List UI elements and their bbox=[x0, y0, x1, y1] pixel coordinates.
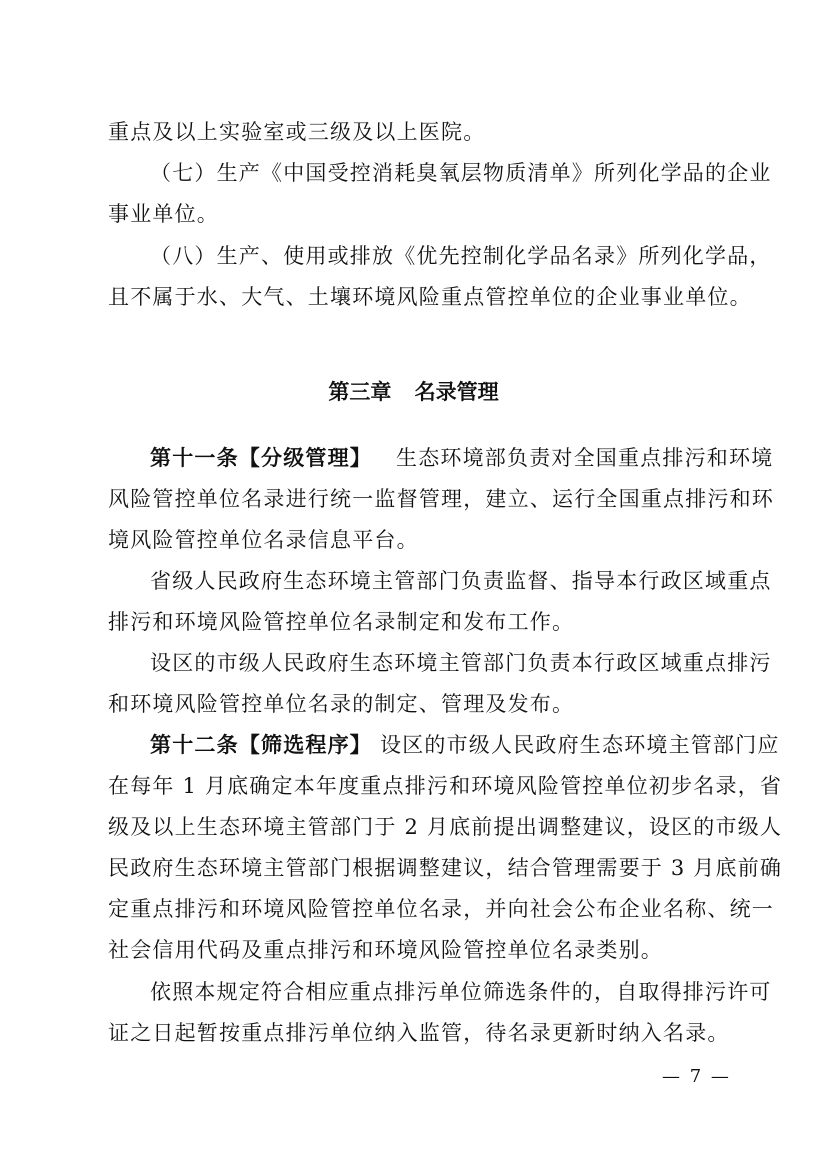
text-line: 省级人民政府生态环境主管部门负责监督、指导本行政区域重点 bbox=[150, 569, 772, 593]
text-line: 事业单位。 bbox=[108, 202, 219, 226]
text-line: 民政府生态环境主管部门根据调整建议，结合管理需要于 3 月底前确 bbox=[108, 856, 783, 880]
text-line: 重点及以上实验室或三级及以上医院。 bbox=[108, 120, 486, 144]
text-line: 风险管控单位名录进行统一监督管理，建立、运行全国重点排污和环 bbox=[108, 487, 774, 511]
text-line: 境风险管控单位名录信息平台。 bbox=[108, 528, 419, 552]
chapter-title: 名录管理 bbox=[414, 380, 499, 404]
text-line: （八）生产、使用或排放《优先控制化学品名录》所列化学品， bbox=[150, 244, 772, 268]
text-line: 依照本规定符合相应重点排污单位筛选条件的，自取得排污许可 bbox=[150, 980, 772, 1004]
text-line: 和环境风险管控单位名录的制定、管理及发布。 bbox=[108, 692, 575, 716]
article-11-text: 生态环境部负责对全国重点排污和环境 bbox=[396, 446, 774, 470]
text-line: 设区的市级人民政府生态环境主管部门负责本行政区域重点排污 bbox=[150, 651, 772, 675]
text-line: 证之日起暂按重点排污单位纳入监管，待名录更新时纳入名录。 bbox=[108, 1021, 730, 1045]
text-line: 级及以上生态环境主管部门于 2 月底前提出调整建议，设区的市级人 bbox=[108, 815, 783, 839]
article-12-text: 设区的市级人民政府生态环境主管部门应 bbox=[380, 733, 780, 757]
chapter-heading bbox=[0, 372, 827, 412]
text-line: 定重点排污和环境风险管控单位名录，并向社会公布企业名称、统一 bbox=[108, 897, 774, 921]
article-12-first-line bbox=[108, 725, 780, 765]
article-12-heading: 第十二条【筛选程序】 bbox=[150, 733, 372, 757]
text-line: 社会信用代码及重点排污和环境风险管控单位名录类别。 bbox=[108, 938, 663, 962]
chapter-number: 第三章 bbox=[328, 380, 392, 404]
text-line: 且不属于水、大气、土壤环境风险重点管控单位的企业事业单位。 bbox=[108, 285, 752, 309]
text-line: （七）生产《中国受控消耗臭氧层物质清单》所列化学品的企业 bbox=[150, 161, 772, 185]
text-line: 在每年 1 月底确定本年度重点排污和环境风险管控单位初步名录，省 bbox=[108, 774, 783, 798]
article-11-first-line bbox=[108, 438, 774, 478]
page-number: — 7 — bbox=[662, 1066, 731, 1087]
article-11-heading: 第十一条【分级管理】 bbox=[150, 446, 372, 470]
text-line: 排污和环境风险管控单位名录制定和发布工作。 bbox=[108, 610, 575, 634]
